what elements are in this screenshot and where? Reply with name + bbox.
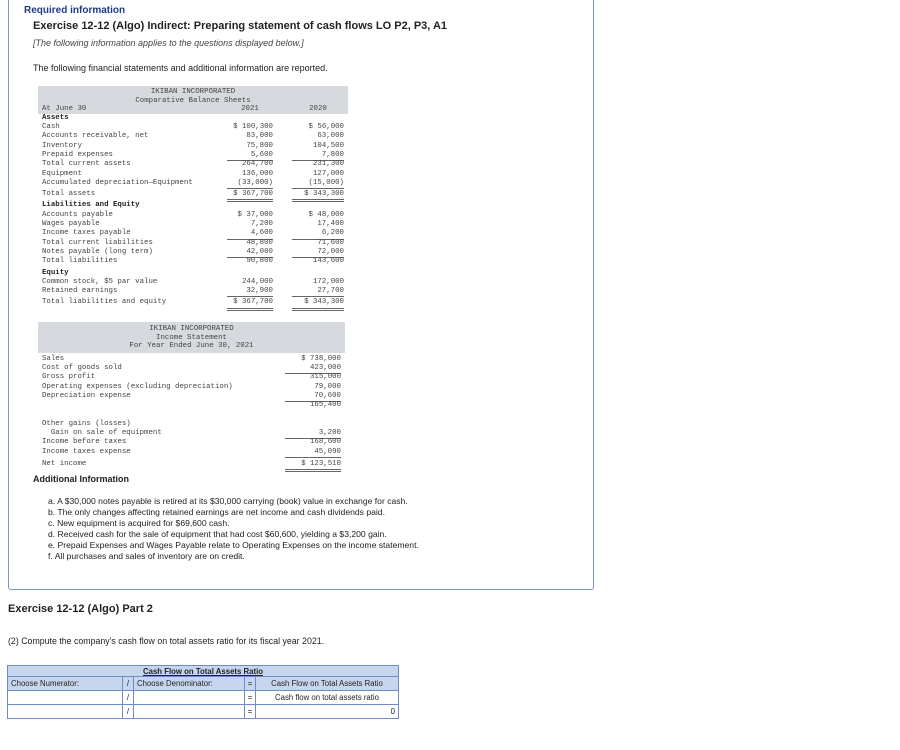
part2-question: (2) Compute the company's cash flow on total assets ratio for its fiscal year 2021. — [8, 636, 325, 646]
is-row-label: Sales — [42, 354, 65, 363]
bs-row-2021: 32,900 — [227, 287, 273, 297]
denominator-select[interactable] — [134, 691, 245, 705]
is-row — [38, 420, 345, 429]
bs-row-2020: 127,000 — [312, 169, 344, 178]
bs-row — [38, 257, 348, 266]
bs-row-label: Accumulated depreciation—Equipment — [42, 178, 193, 187]
bs-row-2021: $ 367,700 — [227, 298, 273, 310]
intro-text: The following financial statements and additional information are reported. — [33, 63, 328, 73]
bs-row-2021: $ 37,000 — [237, 210, 273, 219]
bs-row-label: Total liabilities and equity — [42, 298, 167, 307]
divide-sign: / — [123, 677, 134, 691]
ratio-result-value: 0 — [256, 705, 399, 719]
is-row — [38, 448, 345, 457]
bs-row-2020: $ 56,000 — [308, 123, 344, 132]
bs-row-2021: 4,600 — [227, 229, 273, 239]
is-row — [38, 373, 345, 382]
bs-col-2020: 2020 — [309, 105, 327, 114]
bs-row — [38, 114, 348, 123]
bs-row — [38, 229, 348, 238]
is-row-label: Depreciation expense — [42, 391, 131, 400]
is-title: Income Statement — [156, 333, 227, 342]
ratio-result-label: Cash flow on total assets ratio — [256, 691, 399, 705]
is-row — [38, 401, 345, 410]
bs-row-2020: $ 48,000 — [308, 210, 344, 219]
equals-sign: = — [245, 677, 256, 691]
bs-row-label: Notes payable (long term) — [42, 247, 153, 256]
is-row-label: Income taxes expense — [42, 447, 131, 456]
is-row — [38, 429, 345, 438]
bs-row-2020: $ 343,300 — [292, 298, 344, 310]
bs-row-label: Assets — [42, 113, 69, 122]
is-row-value: 168,600 — [309, 438, 341, 447]
denominator-value-input[interactable] — [134, 705, 245, 719]
additional-info-item: d. Received cash for the sale of equipment that had cost $60,600, yielding a $3,200 gain. — [48, 529, 387, 539]
ratio-result-header: Cash Flow on Total Assets Ratio — [256, 677, 399, 691]
bs-row-2021: 75,800 — [246, 141, 273, 150]
bs-row — [38, 142, 348, 151]
bs-row-2020: $ 343,300 — [292, 190, 344, 202]
equals-sign: = — [245, 691, 256, 705]
bs-row — [38, 179, 348, 188]
cash-flow-ratio-table — [7, 665, 399, 719]
is-row-label: Cost of goods sold — [42, 364, 122, 373]
bs-title: Comparative Balance Sheets — [135, 96, 251, 105]
bs-row-label: Common stock, $5 par value — [42, 277, 158, 286]
is-row — [38, 355, 345, 364]
numerator-amount[interactable] — [11, 707, 119, 716]
bs-row — [38, 123, 348, 132]
balance-sheet — [38, 86, 348, 308]
is-row-value: 70,600 — [285, 392, 341, 402]
bs-row-2021: 42,000 — [227, 248, 273, 258]
bs-row-2020: 72,000 — [292, 248, 344, 258]
is-row-value: 45,090 — [285, 448, 341, 458]
bs-row-label: Wages payable — [42, 220, 100, 229]
ratio-table-title: Cash Flow on Total Assets Ratio — [8, 666, 399, 677]
bs-row-2021: 5,600 — [227, 151, 273, 161]
bs-row — [38, 201, 348, 210]
numerator-select[interactable] — [8, 691, 123, 705]
bs-row-label: Total current assets — [42, 160, 131, 169]
bs-row — [38, 160, 348, 169]
denominator-label: Choose Denominator: — [134, 677, 245, 691]
bs-row-label: Prepaid expenses — [42, 150, 113, 159]
bs-row-label: Retained earnings — [42, 287, 118, 296]
is-row-label: Gain on sale of equipment — [42, 429, 162, 438]
bs-row — [38, 220, 348, 229]
additional-info-item: e. Prepaid Expenses and Wages Payable relate to Operating Expenses on the income statement. — [48, 540, 419, 550]
bs-row-2021: (33,000) — [227, 179, 273, 189]
is-row — [38, 392, 345, 401]
bs-row-2020: 143,600 — [312, 257, 344, 266]
denominator-input[interactable] — [137, 693, 241, 702]
bs-row-2021: $ 367,700 — [227, 190, 273, 202]
bs-row-2020: 6,200 — [292, 229, 344, 239]
bs-row-label: Equity — [42, 268, 69, 277]
bs-row — [38, 132, 348, 141]
bs-row-label: Inventory — [42, 141, 82, 150]
numerator-value-input[interactable] — [8, 705, 123, 719]
exercise-title: Exercise 12-12 (Algo) Indirect: Preparing statement of cash flows LO P2, P3, A1 — [33, 20, 448, 32]
is-row-value: 423,000 — [285, 364, 341, 374]
is-period: For Year Ended June 30, 2021 — [129, 342, 254, 351]
additional-info-item: a. A $30,000 notes payable is retired at its $30,000 carrying (book) value in exchange for cash. — [48, 496, 408, 506]
applies-note: [The following information applies to the questions displayed below.] — [33, 38, 304, 48]
additional-info-item: f. All purchases and sales of inventory are on credit. — [48, 551, 245, 561]
is-row-label: Gross profit — [42, 373, 96, 382]
bs-row-label: Cash — [42, 123, 60, 132]
bs-row-label: Accounts payable — [42, 210, 113, 219]
is-row-value: 3,200 — [285, 429, 341, 439]
is-row — [38, 383, 345, 392]
bs-row — [38, 211, 348, 220]
bs-row-2020: 231,300 — [312, 160, 344, 169]
bs-row-2021: 83,000 — [246, 132, 273, 141]
balance-sheet-header — [38, 86, 348, 114]
bs-company: IKIBAN INCORPORATED — [150, 88, 236, 96]
denominator-amount[interactable] — [137, 707, 241, 716]
is-row-value: $ 738,000 — [301, 354, 341, 363]
bs-row-2020: 7,800 — [292, 151, 344, 161]
bs-row-2020: 63,000 — [317, 132, 344, 141]
numerator-label: Choose Numerator: — [8, 677, 123, 691]
is-company: IKIBAN INCORPORATED — [149, 325, 234, 333]
bs-row — [38, 151, 348, 160]
is-row-label: Operating expenses (excluding depreciation) — [42, 382, 233, 391]
is-row-label: Income before taxes — [42, 438, 127, 447]
balance-sheet-rows — [38, 114, 348, 308]
bs-row-2021: 136,000 — [241, 169, 273, 178]
bs-row-label: Total current liabilities — [42, 238, 153, 247]
is-row — [38, 364, 345, 373]
bs-row-2021: 48,800 — [246, 238, 273, 247]
additional-info-title: Additional Information — [33, 474, 129, 484]
bs-row-label: Accounts receivable, net — [42, 132, 149, 141]
required-info-label: Required information — [24, 5, 126, 16]
is-row-label: Net income — [42, 460, 87, 469]
bs-row — [38, 269, 348, 278]
income-statement-rows — [38, 355, 345, 470]
bs-col-2021: 2021 — [241, 105, 259, 114]
bs-row-2020: 71,600 — [317, 238, 344, 247]
bs-row-2020: 172,000 — [312, 277, 344, 286]
bs-row-label: Liabilities and Equity — [42, 201, 140, 210]
bs-row — [38, 239, 348, 248]
divide-sign: / — [123, 705, 134, 719]
additional-info-item: c. New equipment is acquired for $69,600 cash. — [48, 518, 230, 528]
bs-row-label: Total assets — [42, 190, 96, 199]
additional-info-list — [48, 496, 419, 562]
bs-row — [38, 298, 348, 307]
bs-date-label: At June 30 — [42, 105, 87, 114]
is-row-value: 165,400 — [309, 401, 341, 410]
is-row — [38, 460, 345, 469]
divide-sign: / — [123, 691, 134, 705]
is-row-value: 315,000 — [309, 373, 341, 382]
is-row — [38, 411, 345, 420]
bs-row-2020: (15,000) — [292, 179, 344, 189]
numerator-input[interactable] — [11, 693, 119, 702]
bs-row-2021: 264,700 — [241, 160, 273, 169]
income-statement-header — [38, 322, 345, 353]
bs-row — [38, 190, 348, 199]
is-row-value: $ 123,510 — [285, 460, 341, 472]
bs-row-2020: 104,500 — [312, 141, 344, 150]
is-row — [38, 438, 345, 447]
bs-row-label: Equipment — [42, 169, 82, 178]
income-statement — [38, 322, 345, 469]
bs-row-2021: $ 100,300 — [233, 123, 273, 132]
part2-title: Exercise 12-12 (Algo) Part 2 — [8, 603, 153, 615]
bs-row-2021: 90,800 — [246, 257, 273, 266]
equals-sign: = — [245, 705, 256, 719]
bs-row-2021: 244,000 — [241, 277, 273, 286]
is-row-value: 79,000 — [314, 382, 341, 391]
bs-row-2021: 7,200 — [250, 220, 273, 229]
bs-row-2020: 27,700 — [292, 287, 344, 297]
bs-row — [38, 170, 348, 179]
bs-row-label: Total liabilities — [42, 257, 118, 266]
bs-row — [38, 278, 348, 287]
additional-info-item: b. The only changes affecting retained earnings are net income and cash dividends paid. — [48, 507, 385, 517]
bs-row — [38, 287, 348, 296]
bs-row — [38, 248, 348, 257]
is-row-label: Other gains (losses) — [42, 419, 131, 428]
bs-row-label: Income taxes payable — [42, 229, 131, 238]
bs-row-2020: 17,400 — [317, 220, 344, 229]
